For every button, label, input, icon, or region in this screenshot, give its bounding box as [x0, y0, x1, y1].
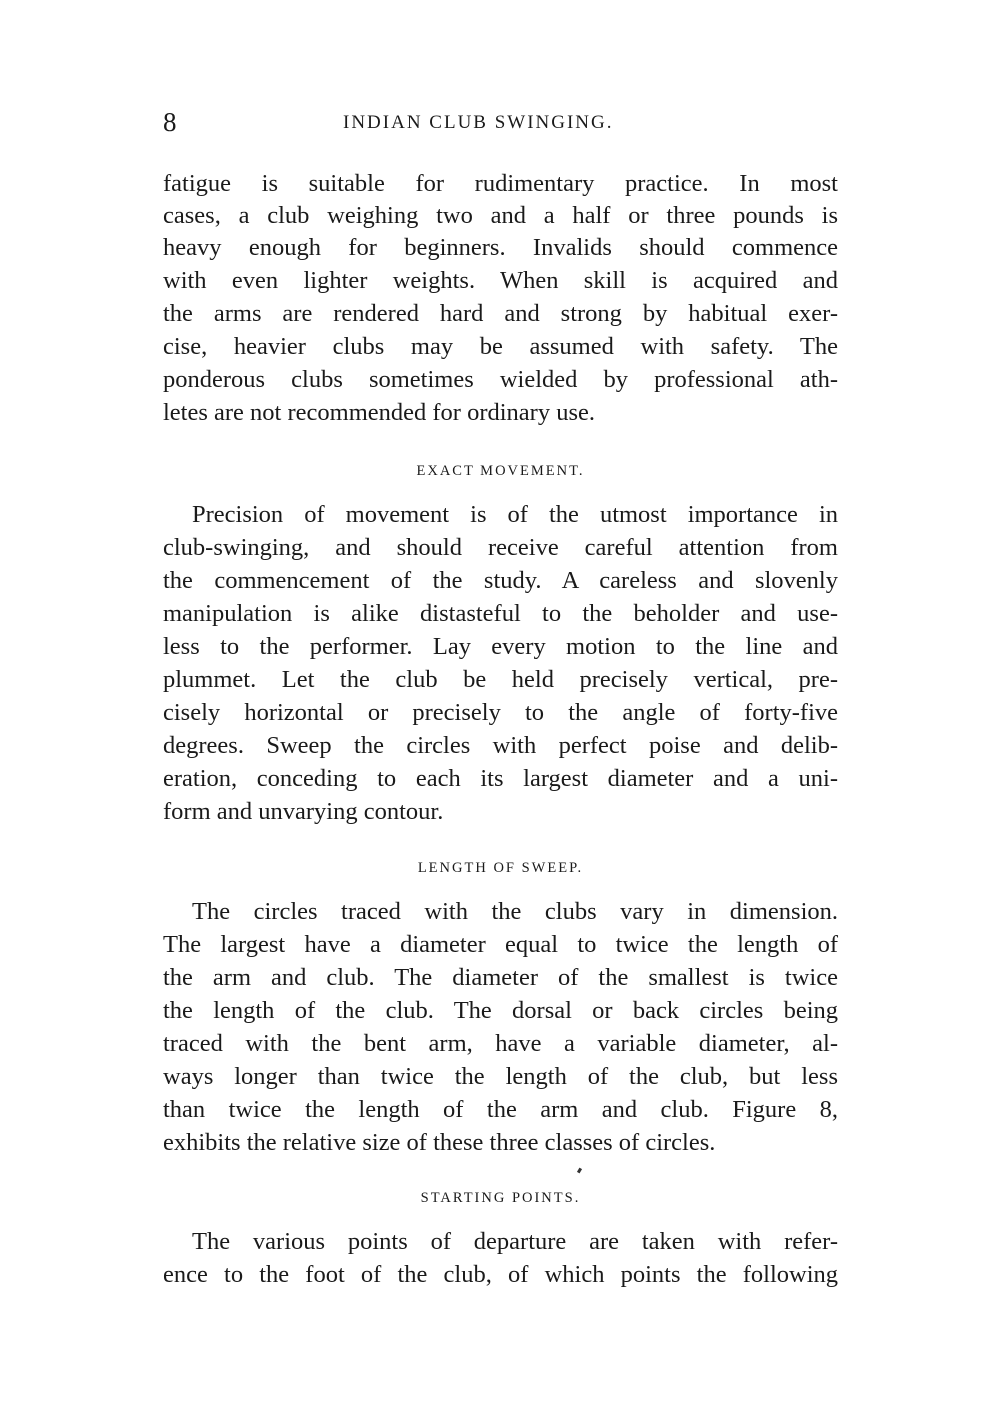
text-line: than twice the length of the arm and club. Figure 8, — [163, 1096, 838, 1123]
text-line: The circles traced with the clubs vary in dimension. — [192, 898, 838, 925]
text-line: the commencement of the study. A careless and slovenly — [163, 567, 838, 594]
text-line: heavy enough for beginners. Invalids should commence — [163, 234, 838, 261]
section-heading: LENGTH OF SWEEP. — [417, 860, 584, 876]
text-line: degrees. Sweep the circles with perfect poise and delib- — [163, 732, 838, 759]
ink-speck — [577, 1168, 582, 1174]
text-line: ways longer than twice the length of the club, but less — [163, 1063, 838, 1090]
text-line: ponderous clubs sometimes wielded by professional ath- — [163, 366, 838, 393]
text-line: ence to the foot of the club, of which points the following — [163, 1261, 838, 1288]
page-number: 8 — [163, 107, 177, 137]
text-line: cases, a club weighing two and a half or three pounds is — [163, 202, 838, 229]
text-line: traced with the bent arm, have a variable diameter, al- — [163, 1030, 838, 1057]
text-line: form and unvarying contour. — [163, 798, 444, 825]
text-line: The largest have a diameter equal to twice the length of — [163, 931, 838, 958]
text-line: manipulation is alike distasteful to the beholder and use- — [163, 600, 838, 627]
text-line: The various points of departure are taken with refer- — [192, 1228, 838, 1255]
running-title: INDIAN CLUB SWINGING. — [343, 112, 614, 133]
text-line: club-swinging, and should receive careful attention from — [163, 534, 838, 561]
text-line: the arms are rendered hard and strong by habitual exer- — [163, 300, 838, 327]
text-line: less to the performer. Lay every motion to the line and — [163, 633, 838, 660]
text-line: fatigue is suitable for rudimentary practice. In most — [163, 170, 838, 197]
text-line: with even lighter weights. When skill is acquired and — [163, 267, 838, 294]
running-head — [163, 106, 838, 138]
text-line: the arm and club. The diameter of the smallest is twice — [163, 964, 838, 991]
text-line: cise, heavier clubs may be assumed with safety. The — [163, 333, 838, 360]
text-line: letes are not recommended for ordinary use. — [163, 399, 595, 426]
text-line: cisely horizontal or precisely to the angle of forty-five — [163, 699, 838, 726]
text-line: plummet. Let the club be held precisely vertical, pre- — [163, 666, 838, 693]
text-line: exhibits the relative size of these three classes of circles. — [163, 1129, 716, 1156]
section-heading: EXACT MOVEMENT. — [416, 463, 585, 479]
text-line: eration, conceding to each its largest diameter and a uni- — [163, 765, 838, 792]
text-line: Precision of movement is of the utmost importance in — [192, 501, 838, 528]
text-line: the length of the club. The dorsal or back circles being — [163, 997, 838, 1024]
section-heading: STARTING POINTS. — [420, 1190, 581, 1206]
